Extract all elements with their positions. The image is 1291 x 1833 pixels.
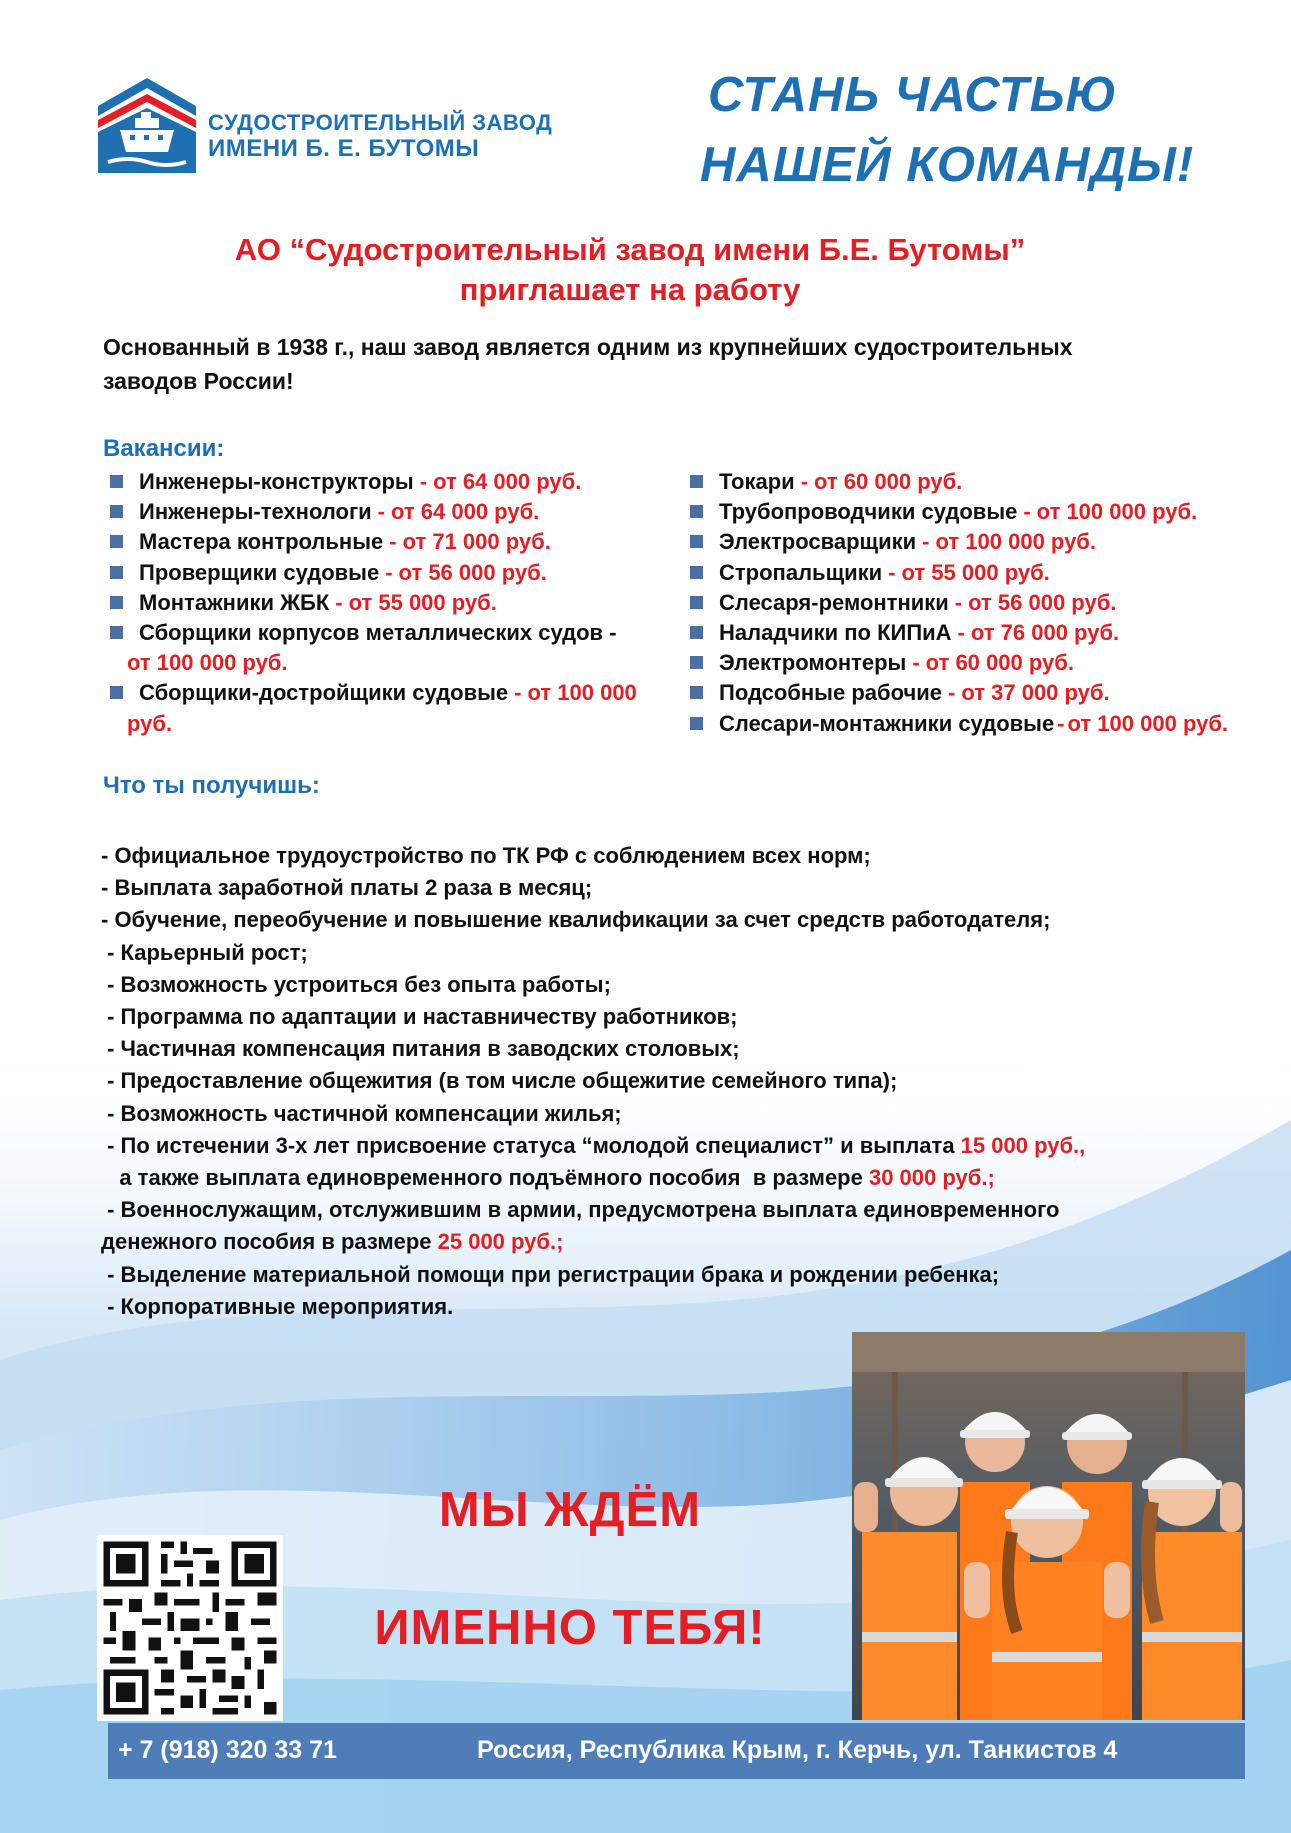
- call-to-action: [330, 1480, 810, 1658]
- logo-text: [208, 110, 552, 162]
- list-item: Инженеры-конструкторы - от 64 000 руб.: [108, 467, 678, 497]
- list-item: Слесари-монтажники судовые - от 100 000 руб.: [688, 709, 1288, 739]
- list-item: - Военнослужащим, отслужившим в армии, предусмотрена выплата единовременного: [101, 1197, 1060, 1223]
- bullet-icon: [690, 717, 703, 730]
- list-item: - Возможность частичной компенсации жилья;: [101, 1100, 622, 1126]
- bullet-icon: [110, 626, 123, 639]
- list-item-continuation: от 100 000 руб.: [127, 650, 288, 676]
- list-item: Проверщики судовые - от 56 000 руб.: [108, 558, 678, 588]
- list-item: Электросварщики - от 100 000 руб.: [688, 527, 1288, 557]
- intro-line-1: Основанный в 1938 г., наш завод является одним из крупнейших судостроительных: [103, 334, 1073, 360]
- list-item: Подсобные рабочие - от 37 000 руб.: [688, 678, 1288, 708]
- list-item: Сборщики корпусов металлических судов -: [108, 618, 678, 648]
- bullet-icon: [110, 596, 123, 609]
- list-item: - Корпоративные мероприятия.: [101, 1293, 454, 1319]
- bullet-icon: [690, 566, 703, 579]
- list-item: Монтажники ЖБК - от 55 000 руб.: [108, 588, 678, 618]
- list-item: Слесаря-ремонтники - от 56 000 руб.: [688, 588, 1288, 618]
- bullet-icon: [690, 626, 703, 639]
- list-item: - Частичная компенсация питания в заводских столовых;: [101, 1036, 740, 1062]
- vacancies-right-list: [688, 467, 1288, 739]
- slogan: [700, 60, 1260, 200]
- list-item: Электромонтеры - от 60 000 руб.: [688, 648, 1288, 678]
- slogan-line-1: СТАНЬ ЧАСТЬЮ: [708, 68, 1118, 122]
- bullet-icon: [110, 505, 123, 518]
- benefits-list: [101, 840, 1261, 1323]
- list-item: Инженеры-технологи - от 64 000 руб.: [108, 497, 678, 527]
- address: Россия, Республика Крым, г. Керчь, ул. Танкистов 4: [477, 1736, 1118, 1764]
- workers-photo: [852, 1332, 1245, 1720]
- intro-text: [103, 330, 1223, 398]
- company-line-2: приглашает на работу: [459, 272, 801, 307]
- list-item: Мастера контрольные - от 71 000 руб.: [108, 527, 678, 557]
- list-item: - По истечении 3-х лет присвоение статуса “молодой специалист” и выплата 15 000 руб.,: [101, 1132, 1086, 1158]
- company-line-1: АО “Судостроительный завод имени Б.Е. Бутомы”: [234, 232, 1026, 267]
- list-item: - Официальное трудоустройство по ТК РФ с соблюдением всех норм;: [101, 843, 871, 868]
- footer-bar: [108, 1723, 1245, 1779]
- list-item: - Предоставление общежития (в том числе общежитие семейного типа);: [101, 1068, 898, 1094]
- list-item: Токари - от 60 000 руб.: [688, 467, 1288, 497]
- logo-line-2: ИМЕНИ Б. Е. БУТОМЫ: [208, 135, 480, 162]
- list-item: - Возможность устроиться без опыта работы;: [101, 971, 611, 997]
- list-item: - Программа по адаптации и наставничеству работников;: [101, 1004, 738, 1030]
- bullet-icon: [690, 475, 703, 488]
- list-item: Стропальщики - от 55 000 руб.: [688, 558, 1288, 588]
- bullet-icon: [110, 686, 123, 699]
- bullet-icon: [690, 656, 703, 669]
- benefits-heading: Что ты получишь:: [103, 772, 320, 799]
- intro-line-2: заводов России!: [103, 368, 294, 394]
- list-item: а также выплата единовременного подъёмного пособия в размере 30 000 руб.;: [101, 1165, 995, 1191]
- phone-link[interactable]: + 7 (918) 320 33 71: [118, 1736, 337, 1764]
- qr-code-icon[interactable]: [97, 1535, 283, 1721]
- bullet-icon: [110, 475, 123, 488]
- list-item: Трубопроводчики судовые - от 100 000 руб.: [688, 497, 1288, 527]
- list-item: Сборщики-достройщики судовые - от 100 000: [108, 678, 678, 708]
- logo-line-1: СУДОСТРОИТЕЛЬНЫЙ ЗАВОД: [208, 110, 553, 135]
- company-title: [100, 230, 1160, 310]
- vacancies-left-list: [108, 467, 678, 739]
- shipyard-logo-icon: [98, 78, 196, 173]
- list-item: - Обучение, переобучение и повышение квалификации за счет средств работодателя;: [101, 907, 1051, 933]
- list-item: - Выплата заработной платы 2 раза в месяц;: [101, 875, 593, 901]
- bullet-icon: [690, 686, 703, 699]
- list-item-continuation: руб.: [127, 710, 173, 736]
- list-item: - Выделение материальной помощи при регистрации брака и рождении ребенка;: [101, 1261, 1000, 1287]
- bullet-icon: [690, 505, 703, 518]
- slogan-line-2: НАШЕЙ КОМАНДЫ!: [700, 138, 1195, 192]
- cta-line-2: ИМЕННО ТЕБЯ!: [374, 1601, 766, 1655]
- list-item: - Карьерный рост;: [101, 939, 308, 965]
- cta-line-1: МЫ ЖДЁМ: [438, 1483, 702, 1537]
- bullet-icon: [110, 566, 123, 579]
- list-item: денежного пособия в размере 25 000 руб.;: [101, 1229, 564, 1255]
- vacancies-heading: Вакансии:: [103, 435, 225, 462]
- bullet-icon: [690, 596, 703, 609]
- bullet-icon: [690, 535, 703, 548]
- bullet-icon: [110, 535, 123, 548]
- list-item: Наладчики по КИПиА - от 76 000 руб.: [688, 618, 1288, 648]
